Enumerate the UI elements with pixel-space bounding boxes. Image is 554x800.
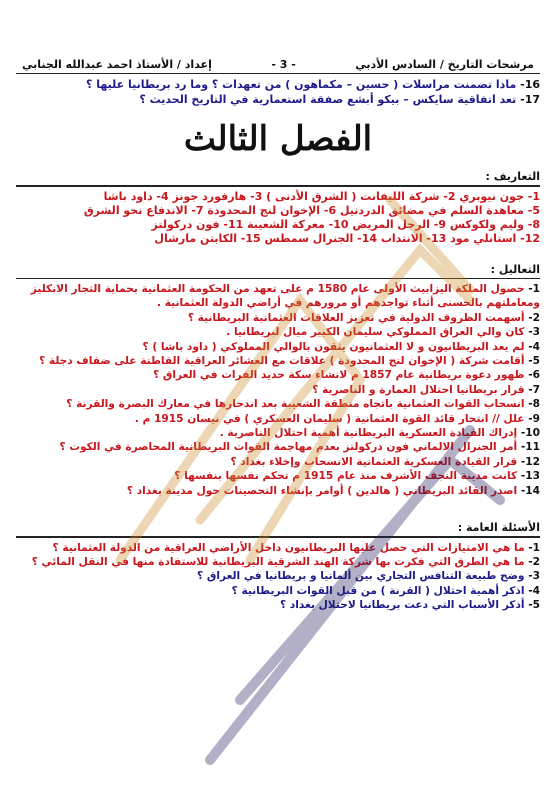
reason-item: 13- كانت مدينة النجف الأشرف منذ عام 1915 م تحكم نفسها بنفسها ؟ bbox=[174, 470, 540, 483]
chapter-title: الفصل الثالث bbox=[183, 119, 373, 159]
general-question-item: 4- اذكر أهمية احتلال ( القرنة ) من قبل القوات البريطانية ؟ bbox=[231, 584, 540, 597]
previous-questions bbox=[16, 77, 540, 107]
general-questions-title: الأسئلة العامة : bbox=[457, 521, 540, 535]
general-questions-section bbox=[16, 520, 540, 613]
section-divider bbox=[16, 536, 540, 538]
reason-item: 3- كان والي العراق المملوكي سليمان الكبير ميال لبريطانيا . bbox=[226, 326, 540, 339]
definitions-row: 5- معاهدة السلم في مضائق الدردنيل 6- الإخوان لنج المحدودة 7- الاندفاع نحو الشرق bbox=[83, 203, 540, 217]
question-16: 16- ماذا تضمنت مراسلات ( حسين – مكماهون ) من تعهدات ؟ وما رد بريطانيا عليها ؟ bbox=[86, 78, 540, 91]
reason-item: 1- حصول الملكة اليزابيث الأولى عام 1580 م على تعهد من الحكومة العثمانية بحماية التجار الانكليز ومعاملتهم بالحسنى أثناء تواجدهم أو مرورهم في أراضي الدولة العثمانية . bbox=[30, 283, 540, 310]
general-question-item: 1- ما هي الامتيازات التي حصل عليها البريطانيون داخل الأراضي العراقية من الدولة العثمانية ؟ bbox=[52, 541, 540, 554]
header-author: إعداد / الأستاذ احمد عبدالله الجنابي bbox=[22, 58, 212, 71]
reason-item: 14- اصدر القائد البريطاني ( هالدين ) أوامر بإنشاء التحصينات حول مدينة بغداد ؟ bbox=[126, 484, 540, 497]
definitions-row: 12- استانلي مود 13- الانتداب 14- الجنرال سمطس 15- الكابتن مارشال bbox=[154, 231, 540, 245]
reason-item: 6- ظهور دعوة بريطانية عام 1857 م لانشاء سكة حديد الفرات في العراق ؟ bbox=[153, 369, 540, 382]
reason-item: 9- علل // انتحار قائد القوة العثمانية ( سليمان العسكري ) في نيسان 1915 م . bbox=[134, 412, 540, 425]
reason-item: 7- قرار بريطانيا احتلال العمارة و الناصرية ؟ bbox=[312, 383, 540, 396]
section-divider bbox=[16, 185, 540, 187]
reason-item: 10- إدراك القيادة العسكرية البريطانية أهمية احتلال الناصرية . bbox=[219, 427, 540, 440]
reason-item: 12- قرار القيادة العسكرية العثمانية الانسحاب وإخلاء بغداد ؟ bbox=[230, 455, 540, 468]
reasons-title: التعاليل : bbox=[490, 262, 540, 276]
reason-item: 4- لم يعد البريطانيون و لا العثمانيون يثقون بالوالي المملوكي ( داود باشا ) ؟ bbox=[142, 340, 540, 353]
reason-item: 5- أقامت شركة ( الإخوان لنج المحدودة ) علاقات مع العشائر العراقية القاطنة على ضفاف دجلة ؟ bbox=[39, 355, 540, 368]
definitions-title: التعاريف : bbox=[485, 170, 540, 183]
question-17: 17- تعد اتفاقية سايكس – بيكو أبشع صفقة استعمارية في التاريخ الحديث ؟ bbox=[139, 93, 540, 106]
header-subject: مرشحات التاريخ / السادس الأدبي bbox=[355, 58, 534, 71]
general-question-item: 2- ما هي الطرق التي فكرت بها شركة الهند الشرقية البريطانية للاستفادة منها في النقل المائي ؟ bbox=[31, 556, 540, 568]
page-header bbox=[16, 58, 540, 74]
reason-item: 11- أمر الجنرال الالماني فون دركولتز بعدم مهاجمة القوات البريطانية المحاصرة في الكوت ؟ bbox=[59, 441, 540, 454]
header-page-number: - 3 - bbox=[271, 58, 296, 71]
section-divider bbox=[16, 278, 540, 280]
general-question-item: 5- أذكر الأسباب التي دعت بريطانيا لاحتلال بغداد ؟ bbox=[279, 599, 540, 612]
definitions-row: 1- جون نيوبري 2- شركة الليفانت ( الشرق الأدنى ) 3- هارفورد جونز 4- داود باشا bbox=[103, 189, 540, 203]
general-question-item: 3- وضح طبيعة التنافس التجاري بين ألمانيا و بريطانيا في العراق ؟ bbox=[197, 570, 540, 583]
reasons-section bbox=[16, 262, 540, 499]
definitions-section bbox=[16, 169, 540, 246]
reason-item: 8- انسحاب القوات العثمانية باتجاه منطقة الشعيبة بعد اندحارها في معارك البصرة والقرنة ؟ bbox=[66, 398, 540, 411]
reason-item: 2- أسهمت الظروف الدولية في تعزيز العلاقات العثمانية البريطانية ؟ bbox=[187, 311, 540, 324]
definitions-row: 8- وليم ولكوكس 9- الرجل المريض 10- معركة الشعيبة 11- فون دركولتز bbox=[151, 217, 540, 231]
